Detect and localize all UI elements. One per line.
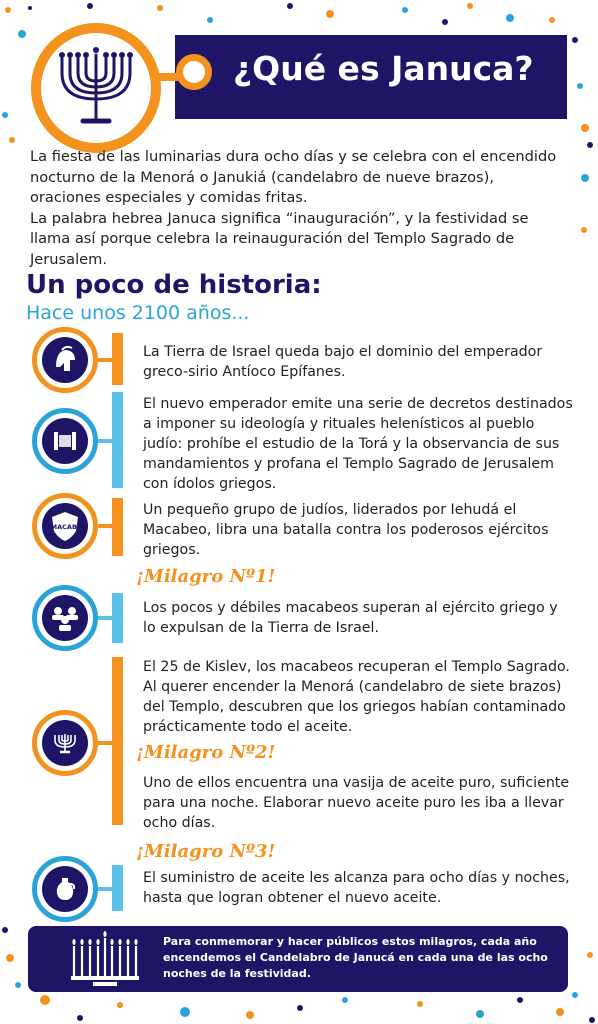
- milagro-2-label: ¡Milagro Nº2!: [136, 742, 276, 763]
- shield-label: MACABI: [50, 523, 80, 531]
- step-5-circle: [32, 710, 98, 776]
- helmet-icon: [42, 337, 88, 383]
- step-4-circle: [32, 585, 98, 651]
- step-4-text: Los pocos y débiles macabeos superan al ejército griego y lo expulsan de la Tierra de Israel.: [143, 600, 558, 636]
- step-2-circle: [32, 408, 98, 474]
- shield-icon: [42, 503, 88, 549]
- header-connector-ring: [176, 54, 212, 90]
- page-title: ¿Qué es Januca?: [233, 49, 534, 88]
- milagro-1-label: ¡Milagro Nº1!: [136, 566, 276, 587]
- step-3-connector: [98, 524, 112, 528]
- step-7-connector: [98, 887, 112, 891]
- step-5-connector: [98, 741, 112, 745]
- step-5-bar: [112, 657, 123, 825]
- step-3-text: Un pequeño grupo de judíos, liderados por Iehudá el Macabeo, libra una batalla contra los poderosos ejércitos griegos.: [143, 502, 549, 558]
- step-5-text: El 25 de Kislev, los macabeos recuperan el Templo Sagrado. Al querer encender la Menorá (candelabro de siete brazos) del Templo, descubren que los griegos habían contaminado prácticamente todo el aceite.: [143, 659, 570, 735]
- step-2-text: El nuevo emperador emite una serie de decretos destinados a imponer su ideología y rituales helenísticos al pueblo judío: prohíbe el estudio de la Torá y la observancia de sus mandamientos y profana el Templo Sagrado de Jerusalem con ídolos griegos.: [143, 396, 573, 492]
- title-banner: [175, 35, 567, 119]
- step-2-connector: [98, 439, 112, 443]
- people-icon: [42, 595, 88, 641]
- history-subheading: Hace unos 2100 años...: [26, 302, 250, 324]
- footer-text: Para conmemorar y hacer públicos estos milagros, cada año encendemos el Candelabro de Janucá en cada una de las ocho noches de la festividad.: [163, 935, 548, 980]
- step-1-text: La Tierra de Israel queda bajo el dominio del emperador greco-sirio Antíoco Epífanes.: [143, 344, 543, 380]
- history-heading: Un poco de historia:: [26, 270, 322, 300]
- intro-paragraph-1: La fiesta de las luminarias dura ocho días y se celebra con el encendido nocturno de la Menorá o Janukiá (candelabro de nueve brazos), oraciones especiales y comidas fritas.: [30, 148, 557, 206]
- step-7-circle: [32, 856, 98, 922]
- step-1-circle: [32, 327, 98, 393]
- step-3-circle: [32, 493, 98, 559]
- step-2-bar: [112, 392, 123, 488]
- step-7-bar: [112, 865, 123, 911]
- hanukkiah-icon: [68, 930, 142, 988]
- intro-paragraph-2: La palabra hebrea Januca significa “inauguración”, y la festividad se llama así porque celebra la reinauguración del Templo Sagrado de Jerusalem.: [30, 209, 529, 268]
- step-3-bar: [112, 498, 123, 556]
- intro-text: [30, 147, 560, 270]
- menorah-logo: [31, 23, 161, 153]
- menorah-icon: [42, 720, 88, 766]
- footer-banner: [28, 926, 568, 992]
- step-1-connector: [98, 358, 112, 362]
- milagro-3-label: ¡Milagro Nº3!: [136, 841, 276, 862]
- oil-jug-icon: [42, 866, 88, 912]
- step-7-text: El suministro de aceite les alcanza para ocho días y noches, hasta que logran obtener el nuevo aceite.: [143, 870, 570, 906]
- step-4-connector: [98, 616, 112, 620]
- step-1-bar: [112, 333, 123, 385]
- step-6-text: Uno de ellos encuentra una vasija de aceite puro, suficiente para una noche. Elaborar nuevo aceite puro les iba a llevar ocho días.: [143, 775, 570, 831]
- step-4-bar: [112, 593, 123, 643]
- torah-scroll-icon: [42, 418, 88, 464]
- menorah-icon: [41, 33, 151, 143]
